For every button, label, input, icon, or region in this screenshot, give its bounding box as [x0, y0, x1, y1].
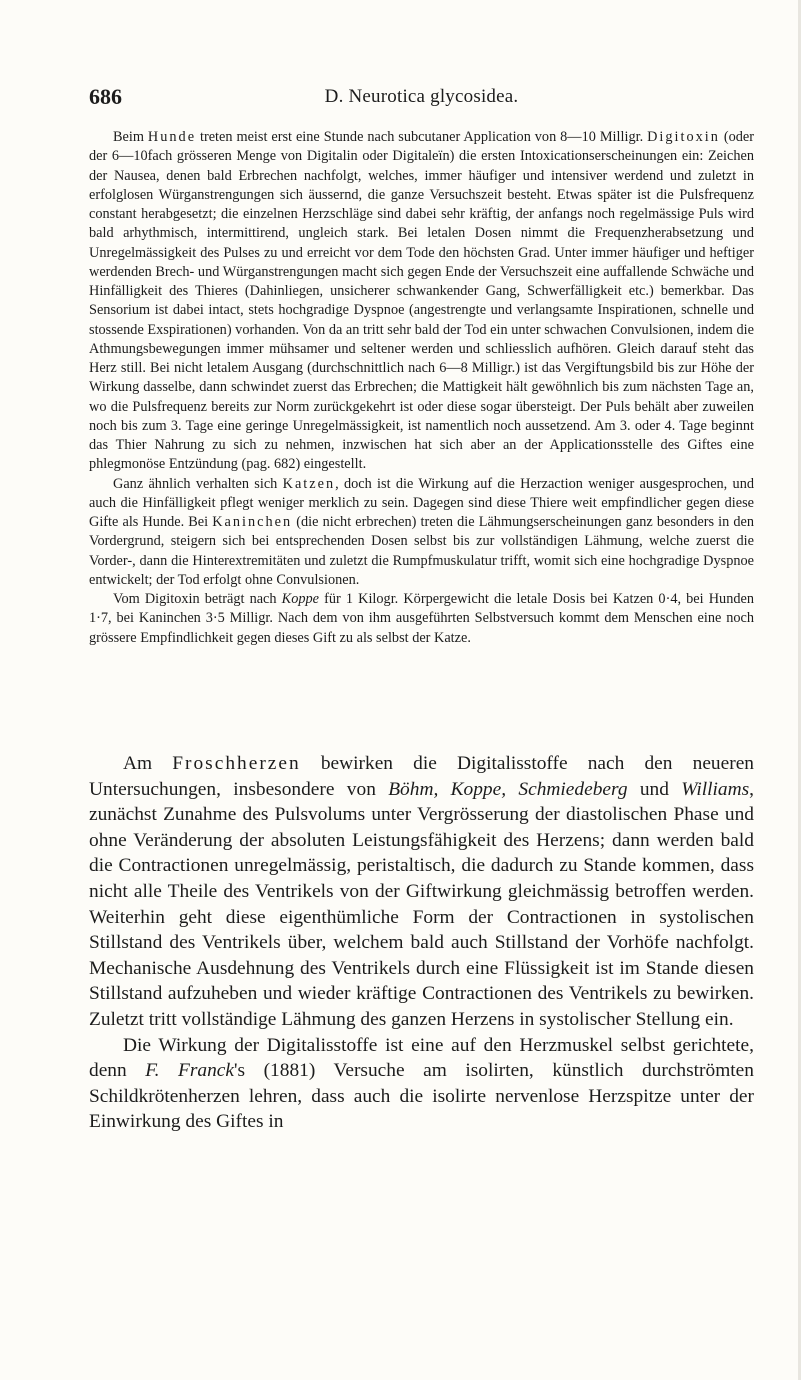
text-run: und: [627, 778, 682, 800]
text-run: treten meist erst eine Stunde nach subcutaner Application von 8—10 Milligr.: [196, 129, 648, 145]
paragraph-cats-rabbits: [89, 475, 754, 591]
paragraph-heart-muscle: [89, 1033, 754, 1135]
text-run: 's (1881) Versuche am isolirten, künstlich durchströmten Schildkrötenherzen lehren, dass auch die isolirte nervenlose Herzspitze unter der Einwirkung des Giftes in: [89, 1060, 754, 1133]
text-run: Vom Digitoxin beträgt nach: [113, 591, 282, 607]
page-header: [89, 84, 754, 114]
text-run: , doch ist die Wirkung auf die Herzaction weniger ausgesprochen, und auch die Hinfälligkeit pflegt weniger merklich zu sein. Dagegen sind diese Thiere weit empfindlicher gegen diese Gifte als Hunde. Bei: [89, 475, 754, 530]
paragraph-dog-poisoning: [89, 128, 754, 475]
author-williams: Williams: [681, 778, 750, 800]
spaced-term-digitoxin: Digitoxin: [647, 129, 720, 145]
page-number: 686: [89, 84, 122, 109]
small-print-section: [89, 128, 754, 648]
text-run: Beim: [113, 129, 148, 145]
spaced-term-hunde: Hunde: [147, 129, 197, 145]
author-koppe: Koppe: [281, 591, 319, 607]
text-run: bewirken die Digitalisstoffe nach den neueren Untersuchungen, insbesondere von: [89, 753, 754, 800]
running-title: D. Neurotica glycosidea.: [324, 86, 519, 107]
paragraph-lethal-dose: [89, 590, 754, 648]
spaced-term-kaninchen: Kaninchen: [212, 514, 293, 530]
text-run: (die nicht erbrechen) treten die Lähmungserscheinungen ganz besonders in den Vordergrund, steigern sich bei entsprechenden Dosen selbst bis zur vollständigen Lähmung, welche zuerst die Vorder-, dann die Hinterextremitäten und zuletzt die Rumpfmuskulatur trifft, womit sich eine hochgradige Dyspnoe entwickelt; der Tod erfolgt ohne Convulsionen.: [89, 514, 754, 588]
text-run: für 1 Kilogr. Körpergewicht die letale Dosis bei Katzen 0·4, bei Hunden 1·7, bei Kaninchen 3·5 Milligr. Nach dem von ihm ausgeführten Selbstversuch kommt dem Menschen eine noch grössere Empfindlichkeit gegen dieses Gift zu als selbst der Katze.: [89, 591, 754, 646]
text-run: (oder der 6—10fach grösseren Menge von Digitalin oder Digitaleïn) die ersten Intoxicationserscheinungen ein: Zeichen der Nausea, denen bald Erbrechen nachfolgt, welches, immer häufiger und intensiver werdend und zuletzt in erfolglosen Würganstrengungen sich äussernd, die ganze Versuchszeit besteht. Etwas später ist die Pulsfrequenz constant herabgesetzt; die einzelnen Herzschläge sind dabei sehr kräftig, der anfangs noch regelmässige Puls wird bald arhythmisch, intermittirend, ungleich stark. Bei letalen Dosen nimmt die Frequenzherabsetzung und Unregelmässigkeit des Pulses zu und erreicht vor dem Tode den höchsten Grad. Unter immer häufiger und heftiger werdenden Brech- und Würganstrengungen macht sich gegen Ende der Versuchszeit eine auffallende Schwäche und Hinfälligkeit des Thieres (Dahinliegen, unsicherer schwankender Gang, Schwerfälligkeit etc.) bemerkbar. Das Sensorium ist dabei intact, stets hochgradige Dyspnoe (angestrengte und verlangsamte Inspirationen, schnelle und stossende Exspirationen) vorhanden. Von da an tritt sehr bald der Tod ein unter schwachen Convulsionen, indem die Athmungsbewegungen immer mühsamer und seltener werden und schliesslich aufhören. Gleich darauf steht das Herz still. Bei nicht letalem Ausgang (durchschnittlich nach 6—8 Milligr.) ist das Vergiftungsbild bis zur Höhe der Wirkung dasselbe, dann schwindet zuerst das Erbrechen; die Mattigkeit hält gewöhnlich bis zum nächsten Tage an, wo die Pulsfrequenz bereits zur Norm zurückgekehrt ist oder diese sogar übersteigt. Der Puls behält aber zuweilen noch bis zum 3. Tage eine geringe Unregelmässigkeit, ist namentlich noch aussetzend. Am 3. oder 4. Tage beginnt das Thier Nahrung zu sich zu nehmen, inzwischen hat sich aber an der Applicationsstelle des Giftes eine phlegmonöse Entzündung (pag. 682) eingestellt.: [89, 129, 754, 473]
text-run: Am: [123, 753, 173, 774]
spaced-term-froschherzen: Froschherzen: [172, 753, 301, 774]
text-run: Die Wirkung der Digitalisstoffe ist eine auf den Herzmuskel selbst gerichtete, denn: [89, 1034, 754, 1082]
spaced-term-katzen: Katzen: [282, 475, 336, 492]
text-run: Ganz ähnlich verhalten sich: [113, 475, 283, 492]
text-run: , zunächst Zunahme des Pulsvolums unter Vergrösserung der diastolischen Phase und ohne Veränderung der absoluten Leistungsfähigkeit des Herzens; dann werden bald die Contractionen unregelmässig, peristaltisch, die dadurch zu Stande kommen, dass nicht alle Theile des Ventrikels von der Giftwirkung gleichmässig betroffen werden. Weiterhin geht diese eigenthümliche Form der Contractionen in systolischen Stillstand des Ventrikels über, welchem bald auch Stillstand der Vorhöfe nachfolgt. Mechanische Ausdehnung des Ventrikels durch eine Flüssigkeit ist im Stande diesen Stillstand aufzuheben und wieder kräftige Contractionen des Ventrikels zu bewirken. Zuletzt tritt vollständige Lähmung des ganzen Herzens in systolischer Stellung ein.: [89, 778, 755, 1030]
authors-cited: Böhm, Koppe, Schmiedeberg: [388, 778, 628, 800]
paragraph-frog-heart: [89, 751, 754, 1033]
main-text-section: [89, 751, 754, 1135]
author-franck: F. Franck: [145, 1060, 234, 1082]
